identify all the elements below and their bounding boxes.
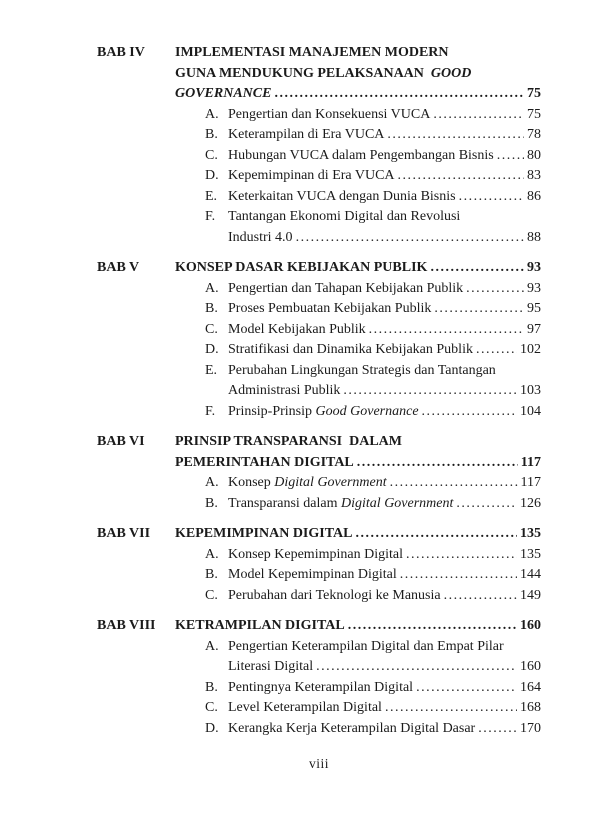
dot-leader <box>343 381 517 402</box>
toc-item-line <box>228 299 541 320</box>
page-ref: 104 <box>520 403 541 419</box>
chapter-label: BAB VIII <box>97 618 156 633</box>
toc-item <box>205 207 541 248</box>
chapter-label: BAB VII <box>97 526 151 541</box>
item-body <box>228 473 541 494</box>
toc-item <box>205 678 541 699</box>
line-text <box>175 84 271 105</box>
line-text <box>175 432 402 453</box>
text-segment: Good Governance <box>315 403 419 419</box>
page-ref: 160 <box>520 659 541 674</box>
toc-item-line <box>228 657 541 678</box>
item-body <box>228 545 541 566</box>
toc-item-line <box>228 545 541 566</box>
dot-leader <box>422 402 517 423</box>
line-text <box>228 565 397 586</box>
toc-item-line <box>228 125 541 146</box>
item-body <box>228 299 541 320</box>
page-ref: 103 <box>520 383 541 398</box>
line-text <box>228 402 419 423</box>
text-segment: GUNA MENDUKUNG PELAKSANAAN <box>175 65 431 81</box>
text-segment: Keterampilan di Era VUCA <box>228 127 385 142</box>
toc-item-line <box>228 340 541 361</box>
item-body <box>228 719 541 740</box>
toc-item <box>205 698 541 719</box>
line-text <box>228 207 460 228</box>
item-letter: D. <box>205 342 219 357</box>
page-ref: 88 <box>527 229 541 245</box>
line-text <box>228 105 430 126</box>
page-ref: 164 <box>520 679 541 695</box>
item-body <box>228 494 541 515</box>
text-segment: Pengertian Keterampilan Digital dan Empat Pilar <box>228 638 504 654</box>
text-segment: Hubungan VUCA dalam Pengembangan Bisnis <box>228 147 494 163</box>
item-body <box>228 279 541 300</box>
toc-chapter <box>97 616 541 739</box>
item-body <box>228 207 541 248</box>
page-ref: 126 <box>520 495 541 511</box>
item-body <box>228 320 541 341</box>
item-letter: B. <box>205 127 218 142</box>
toc-item-line <box>228 228 541 249</box>
toc-item <box>205 586 541 607</box>
page-ref: 149 <box>520 587 541 603</box>
text-segment: Digital Government <box>274 475 387 490</box>
chapter-label: BAB VI <box>97 434 145 449</box>
line-text <box>228 166 395 187</box>
chapter-title-line <box>175 43 541 64</box>
dot-leader <box>400 565 517 586</box>
chapter-body <box>175 43 541 248</box>
item-letter: E. <box>205 362 218 378</box>
text-segment: Pengertian dan Tahapan Kebijakan Publik <box>228 280 464 296</box>
page-ref: 95 <box>527 301 541 316</box>
table-of-contents <box>97 43 541 739</box>
toc-item <box>205 361 541 402</box>
text-segment: Tantangan Ekonomi Digital dan Revolusi <box>228 209 461 224</box>
toc-item-line <box>228 637 541 658</box>
dot-leader <box>369 320 524 341</box>
toc-item-line <box>228 279 541 300</box>
text-segment: Keterkaitan VUCA dengan Dunia Bisnis <box>228 188 456 204</box>
page-ref: 86 <box>527 188 541 204</box>
toc-chapter <box>97 432 541 514</box>
dot-leader <box>416 678 517 699</box>
line-text <box>175 524 352 545</box>
text-segment: IMPLEMENTASI MANAJEMEN MODERN <box>175 45 449 60</box>
page-number-footer: viii <box>308 756 329 771</box>
line-text <box>175 64 471 85</box>
chapter-body <box>175 432 541 514</box>
toc-item-line <box>228 402 541 423</box>
item-letter: D. <box>205 720 219 736</box>
text-segment: Perubahan dari Teknologi ke Manusia <box>228 587 441 603</box>
chapter-title-line <box>175 616 541 637</box>
item-letter: A. <box>205 475 219 490</box>
dot-leader <box>456 494 517 515</box>
page-ref: 135 <box>520 526 541 541</box>
toc-chapter <box>97 43 541 248</box>
text-segment: Administrasi Publik <box>228 383 341 398</box>
text-segment: KETRAMPILAN DIGITAL <box>175 618 345 633</box>
chapter-title-line <box>175 453 541 474</box>
text-segment: GOOD <box>430 65 472 81</box>
chapter-title <box>175 524 541 545</box>
item-body <box>228 146 541 167</box>
dot-leader <box>459 187 524 208</box>
chapter-title <box>175 43 541 105</box>
text-segment: Pengertian dan Konsekuensi VUCA <box>228 106 431 122</box>
toc-item <box>205 565 541 586</box>
text-segment: Digital Government <box>341 495 454 511</box>
toc-item <box>205 402 541 423</box>
toc-item-line <box>228 105 541 126</box>
line-text <box>228 279 463 300</box>
item-body <box>228 678 541 699</box>
toc-item-line <box>228 320 541 341</box>
text-segment: Industri 4.0 <box>228 229 293 245</box>
item-body <box>228 125 541 146</box>
text-segment: Kepemimpinan di Era VUCA <box>228 168 395 183</box>
item-letter: B. <box>205 495 218 511</box>
text-segment: Konsep Kepemimpinan Digital <box>228 546 403 562</box>
page-ref: 93 <box>527 280 541 296</box>
chapter-title-line <box>175 64 541 85</box>
dot-leader <box>398 166 524 187</box>
dot-leader <box>406 545 517 566</box>
text-segment: KONSEP DASAR KEBIJAKAN PUBLIK <box>175 260 428 275</box>
item-body <box>228 402 541 423</box>
chapter-label: BAB IV <box>97 45 145 60</box>
chapter-title-line <box>175 432 541 453</box>
item-body <box>228 105 541 126</box>
dot-leader <box>390 473 518 494</box>
item-letter: E. <box>205 188 218 204</box>
toc-item-line <box>228 146 541 167</box>
line-text <box>228 657 313 678</box>
toc-item-line <box>228 565 541 586</box>
line-text <box>228 228 293 249</box>
dot-leader <box>478 719 517 740</box>
item-letter: C. <box>205 321 218 337</box>
item-letter: C. <box>205 700 218 715</box>
dot-leader <box>497 146 524 167</box>
page-ref: 93 <box>527 260 541 275</box>
line-text <box>228 146 494 167</box>
item-body <box>228 166 541 187</box>
text-segment: Level Keterampilan Digital <box>228 700 382 715</box>
line-text <box>228 698 382 719</box>
item-letter: F. <box>205 209 216 224</box>
chapter-title <box>175 616 541 637</box>
toc-item <box>205 105 541 126</box>
toc-item-line <box>228 698 541 719</box>
toc-item <box>205 187 541 208</box>
line-text <box>228 299 431 320</box>
dot-leader <box>433 105 524 126</box>
chapter-body <box>175 258 541 422</box>
toc-item-line <box>228 678 541 699</box>
item-letter: D. <box>205 168 219 183</box>
toc-item-line <box>228 361 541 382</box>
toc-item <box>205 279 541 300</box>
dot-leader <box>348 616 517 637</box>
dot-leader <box>444 586 517 607</box>
page-ref: 135 <box>520 546 541 562</box>
toc-item-line <box>228 187 541 208</box>
dot-leader <box>357 453 518 474</box>
item-letter: C. <box>205 587 218 603</box>
chapter-body <box>175 524 541 606</box>
line-text <box>175 43 449 64</box>
page-ref: 144 <box>520 567 541 582</box>
dot-leader <box>434 299 524 320</box>
chapter-title-line <box>175 84 541 105</box>
chapter-title <box>175 258 541 279</box>
line-text <box>228 320 366 341</box>
page-ref: 117 <box>520 475 541 490</box>
item-body <box>228 565 541 586</box>
text-segment: KEPEMIMPINAN DIGITAL <box>175 526 353 541</box>
page-ref: 117 <box>520 454 541 470</box>
line-text <box>228 473 387 494</box>
line-text <box>228 494 453 515</box>
item-letter: B. <box>205 301 218 316</box>
page-ref: 97 <box>527 321 541 337</box>
text-segment: Proses Pembuatan Kebijakan Publik <box>228 301 432 316</box>
page-ref: 80 <box>527 147 541 163</box>
page-ref: 168 <box>520 700 541 715</box>
text-segment: PRINSIP TRANSPARANSI DALAM <box>175 434 403 449</box>
chapter-title <box>175 432 541 473</box>
item-body <box>228 361 541 402</box>
toc-item-line <box>228 381 541 402</box>
toc-item-line <box>228 494 541 515</box>
line-text <box>228 187 456 208</box>
toc-chapter <box>97 524 541 606</box>
dot-leader <box>355 524 517 545</box>
page-ref: 160 <box>520 618 541 633</box>
toc-item <box>205 125 541 146</box>
item-body <box>228 187 541 208</box>
dot-leader <box>387 125 524 146</box>
toc-item-line <box>228 719 541 740</box>
text-segment: Model Kepemimpinan Digital <box>228 567 397 582</box>
toc-item-line <box>228 473 541 494</box>
text-segment: Pentingnya Keterampilan Digital <box>228 679 414 695</box>
page-ref: 75 <box>527 86 541 101</box>
item-body <box>228 698 541 719</box>
item-body <box>228 637 541 678</box>
text-segment: Literasi Digital <box>228 659 314 674</box>
dot-leader <box>430 258 524 279</box>
line-text <box>228 678 413 699</box>
toc-item <box>205 494 541 515</box>
line-text <box>228 381 340 402</box>
text-segment: PEMERINTAHAN DIGITAL <box>175 454 354 470</box>
item-letter: A. <box>205 546 219 562</box>
text-segment: Stratifikasi dan Dinamika Kebijakan Publik <box>228 342 473 357</box>
dot-leader <box>385 698 517 719</box>
toc-item <box>205 146 541 167</box>
toc-item <box>205 340 541 361</box>
page-ref: 78 <box>527 127 541 142</box>
toc-item <box>205 320 541 341</box>
text-segment: GOVERNANCE <box>175 86 272 101</box>
chapter-label: BAB V <box>97 260 140 275</box>
line-text <box>228 637 504 658</box>
line-text <box>175 616 345 637</box>
toc-item <box>205 719 541 740</box>
item-letter: B. <box>205 567 218 582</box>
page-ref: 102 <box>520 342 541 357</box>
item-letter: A. <box>205 638 219 654</box>
item-body <box>228 586 541 607</box>
toc-item-line <box>228 207 541 228</box>
toc-item-line <box>228 586 541 607</box>
chapter-body <box>175 616 541 739</box>
item-letter: A. <box>205 280 219 296</box>
toc-item <box>205 545 541 566</box>
page-ref: 83 <box>527 168 541 183</box>
dot-leader <box>466 279 524 300</box>
chapter-title-line <box>175 258 541 279</box>
text-segment: Konsep <box>228 475 275 490</box>
item-letter: F. <box>205 403 216 419</box>
text-segment: Transparansi dalam <box>228 495 342 511</box>
page-ref: 170 <box>520 720 541 736</box>
page-ref: 75 <box>527 106 541 122</box>
toc-item-line <box>228 166 541 187</box>
dot-leader <box>274 84 524 105</box>
line-text <box>228 545 403 566</box>
toc-chapter <box>97 258 541 422</box>
line-text <box>228 125 384 146</box>
line-text <box>228 586 441 607</box>
line-text <box>228 719 475 740</box>
item-letter: A. <box>205 106 219 122</box>
item-letter: C. <box>205 147 218 163</box>
toc-item <box>205 166 541 187</box>
text-segment: Prinsip-Prinsip <box>228 403 316 419</box>
line-text <box>175 453 354 474</box>
dot-leader <box>316 657 517 678</box>
item-body <box>228 340 541 361</box>
toc-item <box>205 299 541 320</box>
line-text <box>175 258 427 279</box>
toc-item <box>205 637 541 678</box>
line-text <box>228 340 473 361</box>
dot-leader <box>296 228 524 249</box>
text-segment: Model Kebijakan Publik <box>228 321 366 337</box>
toc-item <box>205 473 541 494</box>
text-segment: Perubahan Lingkungan Strategis dan Tantangan <box>228 362 496 378</box>
chapter-title-line <box>175 524 541 545</box>
text-segment: Kerangka Kerja Keterampilan Digital Dasar <box>228 720 476 736</box>
line-text <box>228 361 496 382</box>
item-letter: B. <box>205 679 218 695</box>
dot-leader <box>476 340 517 361</box>
